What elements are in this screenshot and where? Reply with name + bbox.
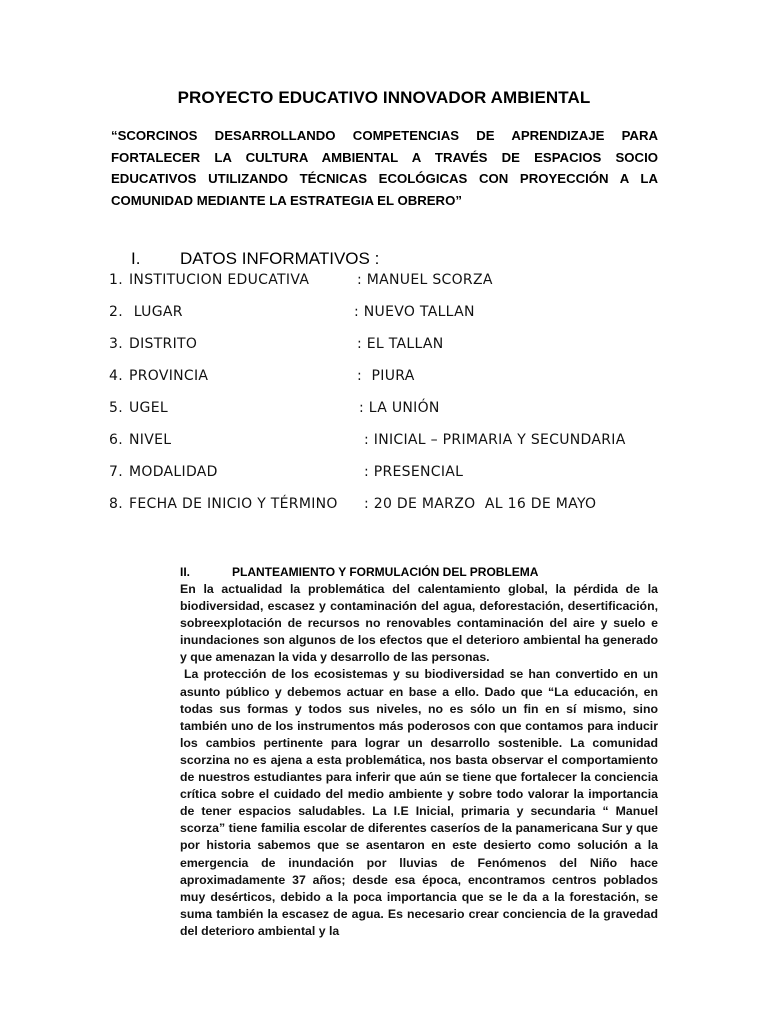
item-value: : EL TALLAN [357,336,444,352]
info-item-institucion [109,272,493,288]
item-label: PROVINCIA [129,368,209,384]
item-value: : PRESENCIAL [364,464,464,480]
info-item-modalidad [109,464,464,480]
section-number: II. [180,565,191,579]
section-heading-datos [131,249,379,269]
info-item-distrito [109,336,444,352]
info-item-ugel [109,400,440,416]
paragraph: La protección de los ecosistemas y su biodiversidad se han convertido en un asunto público y debemos actuar en base a ello. Dado que “La educación, en todas sus formas y todos sus niveles, no es sólo un fin en sí mismo, sino también uno de los instrumentos más poderosos con que contamos para inducir los cambios pertinente para lograr un desarrollo sostenible. La comunidad scorzina no es ajena a esta problemática, nos basta observar el comportamiento de nuestros estudiantes para inferir que aún se tiene que fortalecer la conciencia crítica sobre el cuidado del medio ambiente y sobre todo valorar la importancia de tener espacios saludables. La I.E Inicial, primaria y secundaria “ Manuel scorza” tiene familia escolar de diferentes caseríos de la panamericana Sur y que por historia sabemos que se asentaron en este desierto como solución a la emergencia de inundación por lluvias de Fenómenos del Niño hace aproximadamente 37 años; desde esa época, encontramos centros poblados muy desérticos, debido a la poca importancia que se le da a la forestación, se suma también la escasez de agua. Es necesario crear conciencia de la gravedad del deterioro ambiental y la [180,667,658,938]
section-heading-problema [180,565,538,579]
item-number: 6. [109,432,123,448]
info-item-fecha [109,496,597,512]
item-number: 3. [109,336,123,352]
info-item-lugar [109,304,475,320]
item-label: MODALIDAD [129,464,218,480]
item-value: : PIURA [357,368,415,384]
paragraph: En la actualidad la problemática del calentamiento global, la pérdida de la biodiversidad, escasez y contaminación del agua, deforestación, desertificación, sobreexplotación de recursos no renovables contaminación del aire y suelo e inundaciones son algunos de los efectos que el deterioro ambiental ha generado y que amenazan la vida y desarrollo de las personas. [180,582,658,665]
info-item-nivel [109,432,626,448]
item-number: 7. [109,464,123,480]
item-label: UGEL [129,400,168,416]
item-value: : MANUEL SCORZA [357,272,493,288]
item-label: LUGAR [129,304,183,320]
item-number: 2. [109,304,123,320]
item-label: FECHA DE INICIO Y TÉRMINO [129,496,338,512]
item-number: 8. [109,496,123,512]
item-number: 4. [109,368,123,384]
info-item-provincia [109,368,415,384]
item-label: NIVEL [129,432,172,448]
item-value: : LA UNIÓN [359,400,440,416]
project-subtitle: “SCORCINOS DESARROLLANDO COMPETENCIAS DE APRENDIZAJE PARA FORTALECER LA CULTURA AMBIENTAL A TRAVÉS DE ESPACIOS SOCIO EDUCATIVOS UTILIZANDO TÉCNICAS ECOLÓGICAS CON PROYECCIÓN A LA COMUNIDAD MEDIANTE LA ESTRATEGIA EL OBRERO” [111,128,658,208]
document-title: PROYECTO EDUCATIVO INNOVADOR AMBIENTAL [177,88,591,107]
item-value: : 20 DE MARZO AL 16 DE MAYO [364,496,597,512]
item-number: 1. [109,272,123,288]
section-title: PLANTEAMIENTO Y FORMULACIÓN DEL PROBLEMA [232,565,539,579]
item-label: INSTITUCION EDUCATIVA [129,272,310,288]
item-label: DISTRITO [129,336,198,352]
section-number: I. [131,249,141,268]
item-value: : INICIAL – PRIMARIA Y SECUNDARIA [364,432,626,448]
item-value: : NUEVO TALLAN [354,304,475,320]
item-number: 5. [109,400,123,416]
problem-statement [180,581,658,940]
section-title: DATOS INFORMATIVOS : [180,249,380,268]
